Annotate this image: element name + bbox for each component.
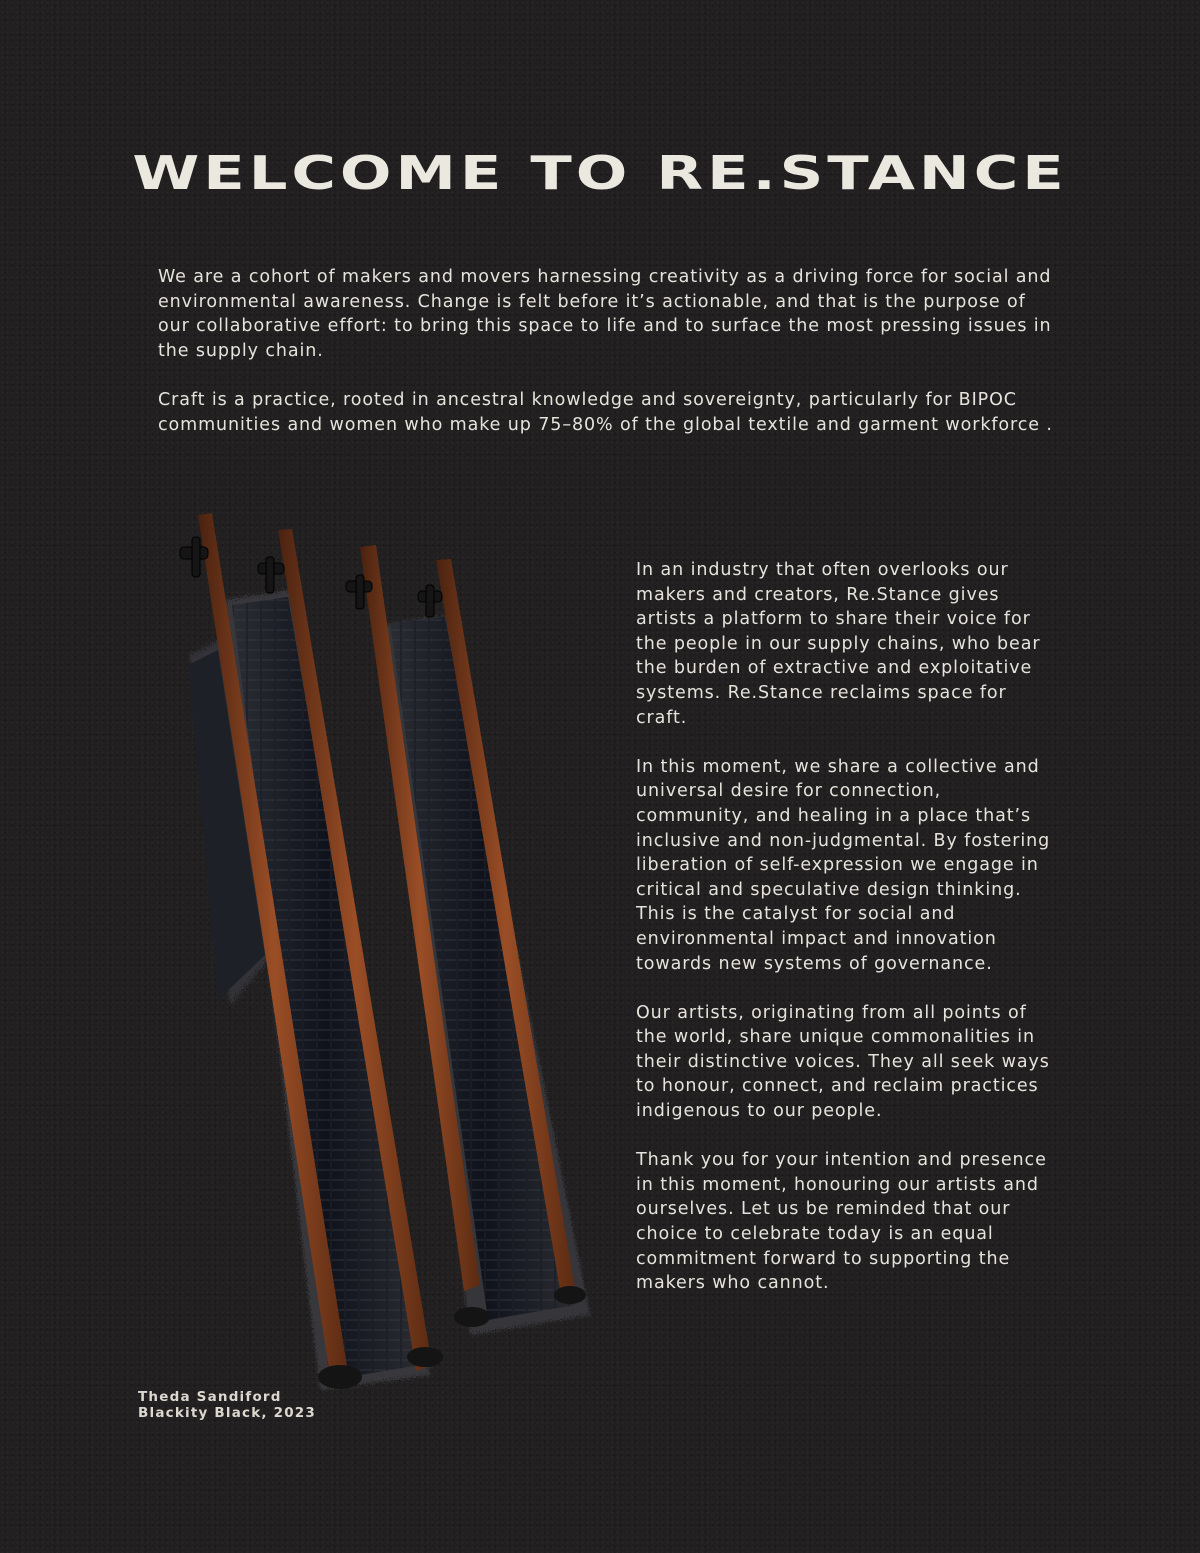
body-paragraph: Thank you for your intention and presence in this moment, honouring our artists and ourselves. Let us be reminded that our choice to celebrate today is an equal commitment forward to supporting the makers who cannot. <box>636 1150 1047 1294</box>
artwork-caption <box>138 1389 316 1421</box>
caption-work: Blackity Black, 2023 <box>138 1405 316 1421</box>
body-paragraph: In this moment, we share a collective and universal desire for connection, community, and healing in a place that’s inclusive and non-judgmental. By fostering liberation of self-expression we engage in critical and speculative design thinking. This is the catalyst for social and environmental impact and innovation towards new systems of governance. <box>636 756 1051 974</box>
intro-paragraph: We are a cohort of makers and movers harnessing creativity as a driving force for social and environmental awareness. Change is felt before it’s actionable, and that is the purpose of our collaborative effort: to bring this space to life and to surface the most pressing issues in the supply chain. <box>158 267 1052 361</box>
intro-text <box>158 265 1058 462</box>
artwork-image <box>170 505 610 1395</box>
body-paragraph: Our artists, originating from all points of the world, share unique commonalities in their distinctive voices. They all seek ways to honour, connect, and reclaim practices indigenous to our people. <box>636 1002 1050 1122</box>
body-text <box>636 558 1056 1320</box>
intro-paragraph: Craft is a practice, rooted in ancestral knowledge and sovereignty, particularly for BIPOC communities and women who make up 75–80% of the global textile and garment workforce . <box>158 389 1053 435</box>
page-title: WELCOME TO RE.STANCE <box>132 146 1068 200</box>
caption-artist: Theda Sandiford <box>138 1389 282 1405</box>
body-paragraph: In an industry that often overlooks our makers and creators, Re.Stance gives artists a platform to share their voice for the people in our supply chains, who bear the burden of extractive and exploitative systems. Re.Stance reclaims space for craft. <box>636 560 1041 728</box>
